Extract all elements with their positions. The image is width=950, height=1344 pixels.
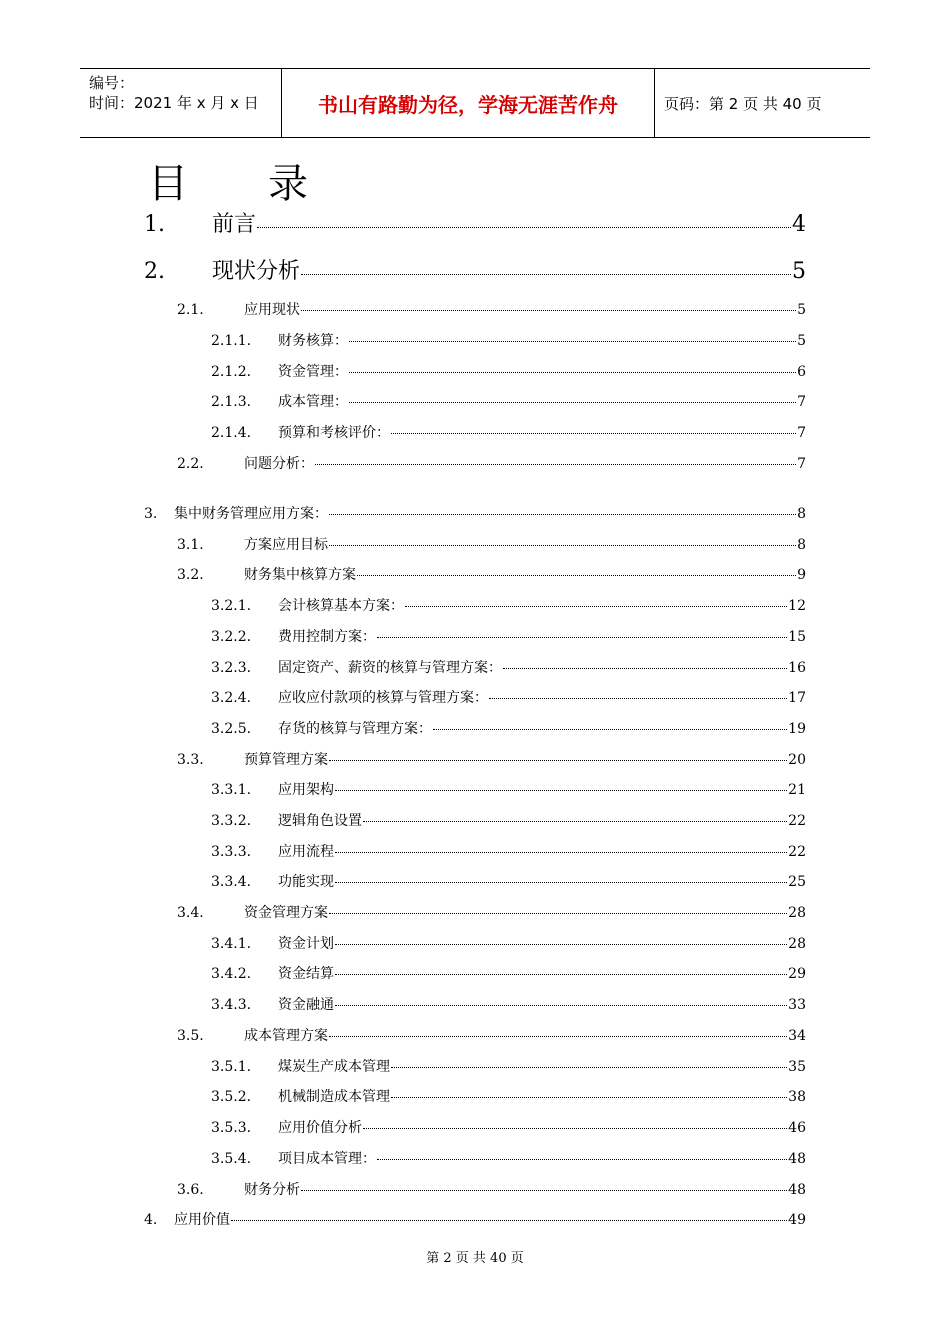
toc-leader-dots xyxy=(391,433,796,434)
toc-leader-dots xyxy=(335,974,787,975)
toc-entry-number: 3.3.4. xyxy=(211,874,252,890)
toc-entry-page: 22 xyxy=(788,844,806,860)
toc-entry[interactable] xyxy=(144,207,806,238)
toc-leader-dots xyxy=(329,913,787,914)
toc-leader-dots xyxy=(335,944,787,945)
toc-entry-label: 机械制造成本管理 xyxy=(278,1089,390,1105)
toc-leader-dots xyxy=(335,882,787,883)
toc-entry-number: 3.3.1. xyxy=(211,782,252,798)
toc-leader-dots xyxy=(335,1005,787,1006)
toc-entry-label: 逻辑角色设置 xyxy=(278,813,362,829)
toc-entry-page: 19 xyxy=(788,721,806,737)
toc-entry-page: 8 xyxy=(797,506,806,522)
toc-entry-label: 应收应付款项的核算与管理方案： xyxy=(278,690,488,706)
toc-entry-number: 2.2. xyxy=(177,456,204,472)
toc-entry-number: 3.2.1. xyxy=(211,598,252,614)
toc-entry-number: 3.4.2. xyxy=(211,966,252,982)
toc-entry-label: 煤炭生产成本管理 xyxy=(278,1059,390,1075)
toc-leader-dots xyxy=(349,402,796,403)
toc-entry[interactable] xyxy=(144,254,806,285)
toc-entry-label: 预算管理方案 xyxy=(244,752,328,768)
toc-entry-number: 3.5.4. xyxy=(211,1151,252,1167)
toc-entry-label: 财务集中核算方案 xyxy=(244,567,356,583)
toc-leader-dots xyxy=(301,310,796,311)
toc-entry-page: 38 xyxy=(788,1089,806,1105)
toc-entry-page: 5 xyxy=(792,259,806,284)
toc-entry[interactable] xyxy=(177,534,806,554)
toc-entry-number: 2.1.1. xyxy=(211,333,252,349)
toc-entry-label: 资金管理方案 xyxy=(244,905,328,921)
toc-entry-number: 2.1. xyxy=(177,302,204,318)
toc-entry-label: 资金管理： xyxy=(278,364,348,380)
toc-entry-page: 22 xyxy=(788,813,806,829)
toc-entry-number: 2.1.4. xyxy=(211,425,252,441)
header-meta xyxy=(80,69,282,137)
toc-entry-number: 3. xyxy=(144,506,158,522)
toc-entry[interactable] xyxy=(211,718,806,738)
toc-entry-number: 2.1.2. xyxy=(211,364,252,380)
toc-entry-number: 3.2.2. xyxy=(211,629,252,645)
toc-entry-page: 29 xyxy=(788,966,806,982)
toc-entry[interactable] xyxy=(211,422,806,442)
toc-entry[interactable] xyxy=(211,810,806,830)
toc-entry-page: 46 xyxy=(788,1120,806,1136)
toc-entry[interactable] xyxy=(211,1148,806,1168)
toc-entry-label: 问题分析： xyxy=(244,456,314,472)
toc-entry[interactable] xyxy=(211,841,806,861)
toc-entry-label: 预算和考核评价： xyxy=(278,425,390,441)
toc-entry-label: 会计核算基本方案： xyxy=(278,598,404,614)
toc-entry-number: 3.5. xyxy=(177,1028,204,1044)
toc-entry-label: 财务分析 xyxy=(244,1182,300,1198)
toc-entry-page: 49 xyxy=(788,1212,806,1228)
toc-entry-page: 4 xyxy=(792,212,806,237)
toc-entry[interactable] xyxy=(211,657,806,677)
toc-leader-dots xyxy=(231,1220,787,1221)
toc-entry-label: 应用现状 xyxy=(244,302,300,318)
toc-entry-number: 1. xyxy=(144,212,165,237)
toc-title-char-1: 目 xyxy=(148,161,190,207)
toc-entry[interactable] xyxy=(211,330,806,350)
toc-entry-page: 7 xyxy=(797,456,806,472)
toc-entry-number: 2.1.3. xyxy=(211,394,252,410)
toc-entry-page: 35 xyxy=(788,1059,806,1075)
toc-entry-page: 9 xyxy=(797,567,806,583)
toc-entry-number: 3.5.3. xyxy=(211,1120,252,1136)
toc-entry-number: 3.5.1. xyxy=(211,1059,252,1075)
toc-entry-label: 资金结算 xyxy=(278,966,334,982)
toc-entry[interactable] xyxy=(144,1209,806,1229)
toc-entry-label: 资金融通 xyxy=(278,997,334,1013)
toc-leader-dots xyxy=(329,760,787,761)
toc-entry-label: 应用价值分析 xyxy=(278,1120,362,1136)
toc-entry-number: 3.3.2. xyxy=(211,813,252,829)
toc-entry-page: 20 xyxy=(788,752,806,768)
toc-entry-page: 12 xyxy=(788,598,806,614)
toc-entry-label: 存货的核算与管理方案： xyxy=(278,721,432,737)
toc-leader-dots xyxy=(301,1190,787,1191)
date-label: 时间：2021 年 x 月 x 日 xyxy=(89,94,259,112)
toc-leader-dots xyxy=(363,1128,787,1129)
toc-entry-number: 3.2. xyxy=(177,567,204,583)
toc-leader-dots xyxy=(301,274,791,275)
toc-leader-dots xyxy=(349,341,796,342)
header-motto: 书山有路勤为径，学海无涯苦作舟 xyxy=(282,69,655,137)
toc-entry-label: 应用价值 xyxy=(174,1212,230,1228)
toc-entry-label: 资金计划 xyxy=(278,936,334,952)
toc-entry-number: 3.1. xyxy=(177,537,204,553)
toc-entry-label: 成本管理方案 xyxy=(244,1028,328,1044)
toc-entry[interactable] xyxy=(177,749,806,769)
toc-entry-page: 28 xyxy=(788,905,806,921)
toc-entry[interactable] xyxy=(177,902,806,922)
number-label: 编号： xyxy=(89,74,135,92)
toc-leader-dots xyxy=(363,821,787,822)
toc-entry-label: 成本管理： xyxy=(278,394,348,410)
toc-leader-dots xyxy=(377,637,787,638)
toc-leader-dots xyxy=(391,1097,787,1098)
page-header xyxy=(80,68,870,138)
toc-entry-number: 2. xyxy=(144,259,165,284)
toc-leader-dots xyxy=(329,514,796,515)
toc-leader-dots xyxy=(489,698,787,699)
toc-entry-page: 6 xyxy=(797,364,806,380)
toc-leader-dots xyxy=(377,1159,787,1160)
toc-leader-dots xyxy=(329,545,796,546)
toc-leader-dots xyxy=(349,372,796,373)
toc-entry-label: 应用流程 xyxy=(278,844,334,860)
toc-leader-dots xyxy=(503,668,787,669)
toc-entry-label: 功能实现 xyxy=(278,874,334,890)
toc-entry-number: 3.2.4. xyxy=(211,690,252,706)
toc-entry-page: 33 xyxy=(788,997,806,1013)
toc-entry-number: 3.3. xyxy=(177,752,204,768)
toc-entry-label: 固定资产、薪资的核算与管理方案： xyxy=(278,660,502,676)
toc-entry-page: 48 xyxy=(788,1151,806,1167)
toc-entry[interactable] xyxy=(211,1117,806,1137)
toc-entry-number: 3.5.2. xyxy=(211,1089,252,1105)
toc-leader-dots xyxy=(405,606,787,607)
toc-entry[interactable] xyxy=(211,361,806,381)
toc-entry[interactable] xyxy=(211,779,806,799)
toc-entry-label: 前言 xyxy=(212,212,257,237)
header-page-info: 页码：第 2 页 共 40 页 xyxy=(664,94,822,113)
toc-entry-label: 方案应用目标 xyxy=(244,537,328,553)
toc-entry-number: 3.3.3. xyxy=(211,844,252,860)
toc-leader-dots xyxy=(433,729,787,730)
toc-entry[interactable] xyxy=(211,871,806,891)
toc-entry-page: 48 xyxy=(788,1182,806,1198)
toc-entry-number: 3.4.3. xyxy=(211,997,252,1013)
toc-entry-page: 28 xyxy=(788,936,806,952)
toc-entry-number: 3.4.1. xyxy=(211,936,252,952)
toc-entry-page: 5 xyxy=(797,333,806,349)
toc-entry[interactable] xyxy=(211,933,806,953)
toc-entry[interactable] xyxy=(211,1086,806,1106)
toc-entry-page: 8 xyxy=(797,537,806,553)
toc-entry[interactable] xyxy=(211,391,806,411)
toc-entry[interactable] xyxy=(177,564,806,584)
toc-entry-label: 财务核算： xyxy=(278,333,348,349)
toc-title xyxy=(148,156,310,212)
toc-entry[interactable] xyxy=(177,1025,806,1045)
toc-entry-page: 7 xyxy=(797,425,806,441)
toc-entry-number: 3.2.5. xyxy=(211,721,252,737)
toc-entry[interactable] xyxy=(211,963,806,983)
toc-entry[interactable] xyxy=(177,453,806,473)
toc-entry[interactable] xyxy=(211,626,806,646)
toc-entry-number: 3.2.3. xyxy=(211,660,252,676)
toc-entry[interactable] xyxy=(177,1179,806,1199)
toc-entry-page: 15 xyxy=(788,629,806,645)
toc-leader-dots xyxy=(357,575,796,576)
toc-entry[interactable] xyxy=(211,1056,806,1076)
toc-entry-number: 4. xyxy=(144,1212,158,1228)
toc-entry-number: 3.4. xyxy=(177,905,204,921)
toc-entry-page: 5 xyxy=(797,302,806,318)
toc-leader-dots xyxy=(257,227,791,228)
toc-entry-page: 17 xyxy=(788,690,806,706)
toc-entry[interactable] xyxy=(211,595,806,615)
toc-entry[interactable] xyxy=(144,503,806,523)
toc-leader-dots xyxy=(335,790,787,791)
toc-leader-dots xyxy=(315,464,796,465)
toc-entry-number: 3.6. xyxy=(177,1182,204,1198)
toc-entry-page: 34 xyxy=(788,1028,806,1044)
toc-entry-page: 7 xyxy=(797,394,806,410)
toc-entry-label: 费用控制方案： xyxy=(278,629,376,645)
toc-leader-dots xyxy=(329,1036,787,1037)
toc-entry-page: 25 xyxy=(788,874,806,890)
toc-entry-label: 集中财务管理应用方案： xyxy=(174,506,328,522)
toc-entry-label: 应用架构 xyxy=(278,782,334,798)
toc-entry[interactable] xyxy=(177,299,806,319)
toc-leader-dots xyxy=(391,1067,787,1068)
toc-leader-dots xyxy=(335,852,787,853)
toc-entry[interactable] xyxy=(211,994,806,1014)
toc-title-char-2: 录 xyxy=(268,161,310,207)
toc-entry-label: 项目成本管理： xyxy=(278,1151,376,1167)
toc-entry[interactable] xyxy=(211,687,806,707)
toc-entry-page: 21 xyxy=(788,782,806,798)
toc-entry-label: 现状分析 xyxy=(212,259,301,284)
toc-entry-page: 16 xyxy=(788,660,806,676)
page-footer: 第 2 页 共 40 页 xyxy=(426,1251,524,1266)
